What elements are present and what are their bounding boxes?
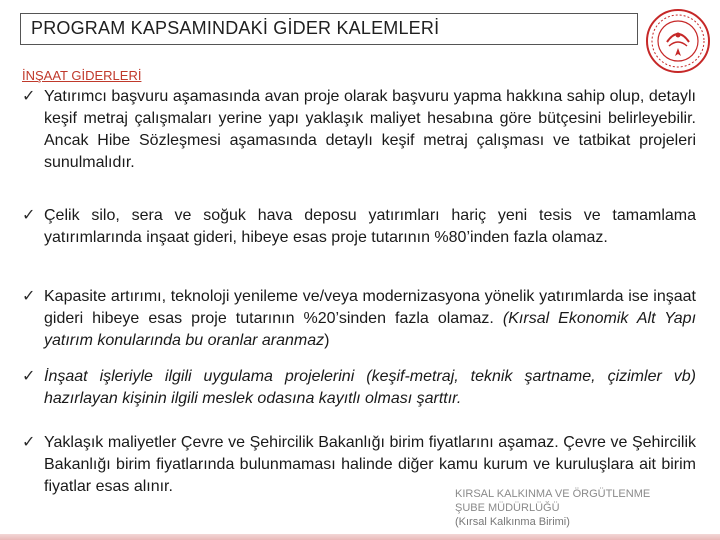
bottom-strip xyxy=(0,534,720,540)
bullet-text-4-italic: İnşaat işleriyle ilgili uygulama projelerini (keşif-metraj, teknik şartname, çizimler vb) hazırlayan kişinin ilgili meslek odasına kayıtlı olması şarttır. xyxy=(44,368,696,407)
bullet-text-1: Yatırımcı başvuru aşamasında avan proje olarak başvuru yapma hakkına sahip olup, detaylı keşif metraj çalışmaları yerine yapı yaklaşık maliyet hesabına göre bütçesini belirleyebilir. Ancak Hibe Sözleşmesi aşamasında detaylı keşif metraj çalışması ve tatbikat projeleri sunulmalıdır. xyxy=(44,88,696,171)
checkmark-icon: ✓ xyxy=(22,288,36,305)
section-heading: İNŞAAT GİDERLERİ xyxy=(22,68,142,83)
page-title: PROGRAM KAPSAMINDAKİ GİDER KALEMLERİ xyxy=(31,18,440,38)
bullet-text-3-closing: ) xyxy=(324,332,330,349)
footer-line-1: KIRSAL KALKINMA VE ÖRGÜTLENME xyxy=(455,488,651,500)
checkmark-icon: ✓ xyxy=(22,207,36,224)
bullet-text-3 xyxy=(44,286,696,352)
bullet-item-2 xyxy=(22,205,696,249)
checkmark-icon: ✓ xyxy=(22,368,36,385)
bullet-text-3-note: (Kırsal Ekonomik Alt Yapı yatırım konularında bu oranlar aranmaz xyxy=(44,310,697,349)
footer-unit-label xyxy=(455,487,650,529)
checkmark-icon: ✓ xyxy=(22,434,36,451)
footer-line-2: ŞUBE MÜDÜRLÜĞÜ xyxy=(455,502,560,514)
bullet-text-5: Yaklaşık maliyetler Çevre ve Şehircilik Bakanlığı birim fiyatlarını aşamaz. Çevre ve Şehircilik Bakanlığı birim fiyatlarında bulunmaması halinde diğer kamu kurum ve kuruluşlara ait birim fiyatlar esas alınır. xyxy=(44,434,696,495)
checkmark-icon: ✓ xyxy=(22,88,36,105)
bullet-text-3-main: Kapasite artırımı, teknoloji yenileme ve/veya modernizasyona yönelik yatırımlarda ise inşaat gideri hibeye esas proje tutarının %20’sinden fazla olamaz. xyxy=(44,288,696,327)
ministry-seal-icon xyxy=(645,8,711,74)
bullet-item-1 xyxy=(22,86,696,174)
bullet-item-3 xyxy=(22,286,696,352)
title-box xyxy=(20,13,638,45)
bullet-item-4 xyxy=(22,366,696,410)
bullet-text-4 xyxy=(44,366,696,410)
footer-line-3: (Kırsal Kalkınma Birimi) xyxy=(455,516,570,528)
bullet-text-2: Çelik silo, sera ve soğuk hava deposu yatırımları hariç yeni tesis ve tamamlama yatırımlarında inşaat gideri, hibeye esas proje tutarının %80’inden fazla olamaz. xyxy=(44,207,696,246)
